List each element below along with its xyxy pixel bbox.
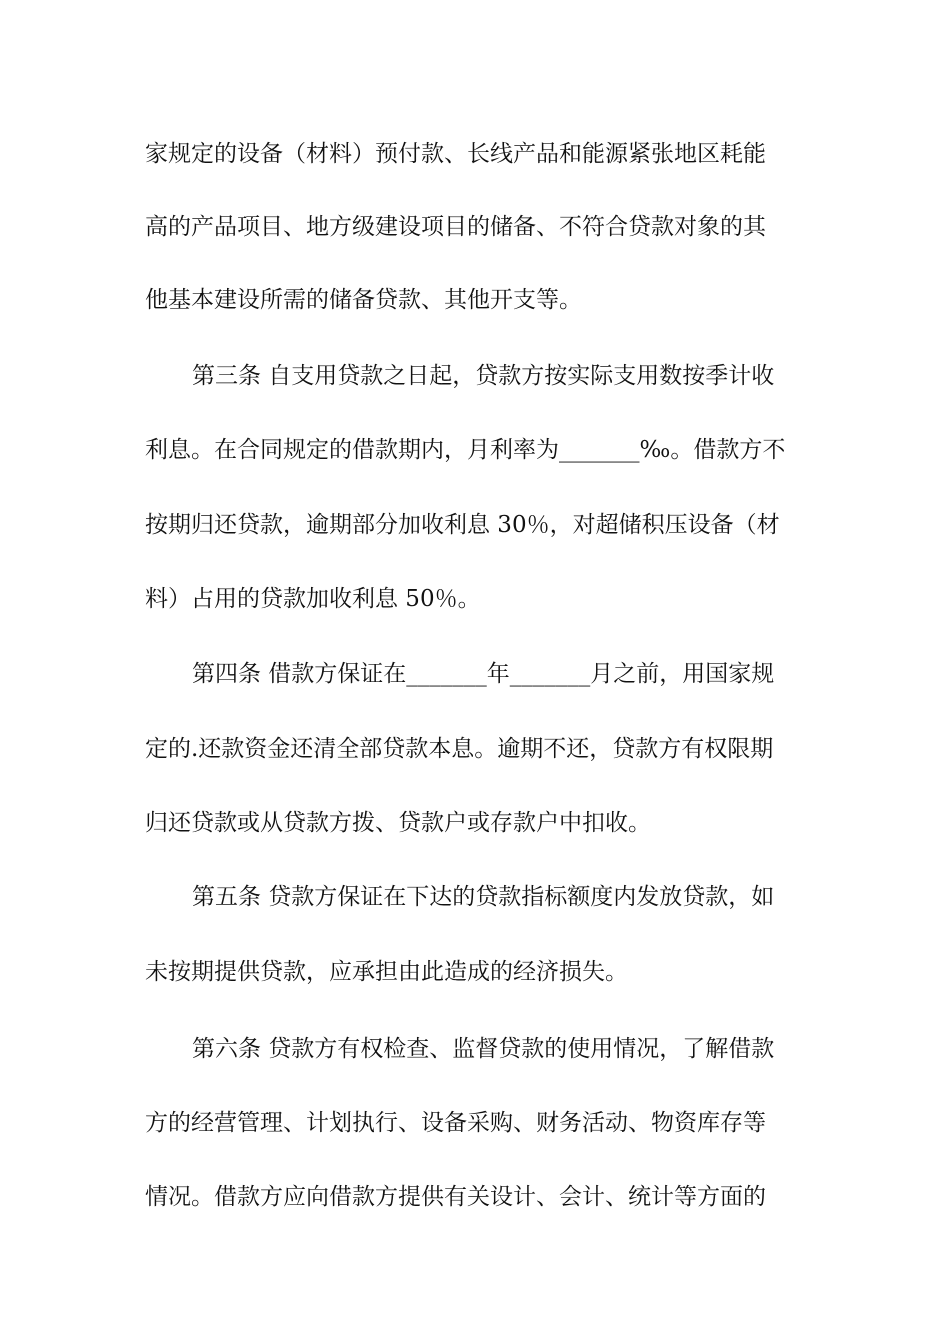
text-line-9: 定的.还款资金还清全部贷款本息。逾期不还，贷款方有权限期: [145, 736, 774, 762]
article-5-line-1: 第五条 贷款方保证在下达的贷款指标额度内发放贷款，如: [192, 884, 775, 910]
article-4-line-1: 第四条 借款方保证在_______年_______月之前，用国家规: [192, 661, 775, 687]
text-line-15: 情况。借款方应向借款方提供有关设计、会计、统计等方面的: [145, 1184, 766, 1210]
text-line-2: 高的产品项目、地方级建设项目的储备、不符合贷款对象的其: [145, 214, 766, 240]
text-line-6: 按期归还贷款，逾期部分加收利息 30％，对超储积压设备（材: [145, 512, 780, 538]
text-line-10: 归还贷款或从贷款方拨、贷款户或存款户中扣收。: [145, 810, 651, 836]
text-line-3: 他基本建设所需的储备贷款、其他开支等。: [145, 287, 582, 313]
text-line-5: 利息。在合同规定的借款期内，月利率为_______‰。借款方不: [145, 437, 786, 463]
article-6-line-1: 第六条 贷款方有权检查、监督贷款的使用情况，了解借款: [192, 1036, 775, 1062]
article-3-line-1: 第三条 自支用贷款之日起，贷款方按实际支用数按季计收: [192, 363, 775, 389]
text-line-7: 料）占用的贷款加收利息 50％。: [145, 586, 481, 612]
text-line-12: 未按期提供贷款，应承担由此造成的经济损失。: [145, 959, 628, 985]
text-line-1: 家规定的设备（材料）预付款、长线产品和能源紧张地区耗能: [145, 141, 766, 167]
text-line-14: 方的经营管理、计划执行、设备采购、财务活动、物资库存等: [145, 1110, 766, 1136]
